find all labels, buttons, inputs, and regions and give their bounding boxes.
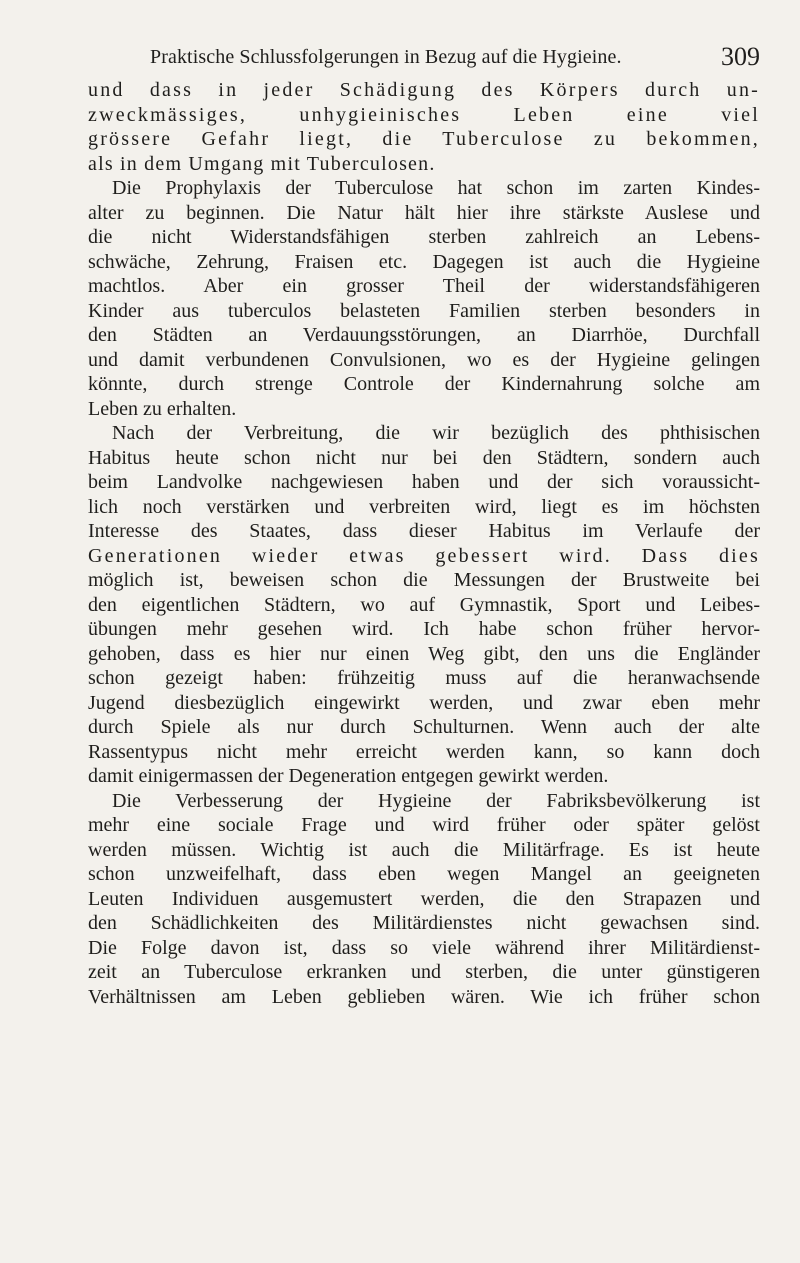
text-line: und damit verbundenen Convulsionen, wo es der Hygieine gelingen xyxy=(88,348,760,371)
text-line: und dass in jeder Schädigung des Körpers durch un- xyxy=(88,79,760,101)
text-line: schon unzweifelhaft, dass eben wegen Mangel an geeigneten xyxy=(88,863,760,885)
text-line: gehoben, dass es hier nur einen Weg gibt, den uns die Engländer xyxy=(88,642,760,665)
text-line: grössere Gefahr liegt, die Tuberculose zu bekommen, xyxy=(88,128,760,150)
text-line: Rassentypus nicht mehr erreicht werden kann, so kann doch xyxy=(88,740,760,763)
paragraph-2 xyxy=(88,176,760,421)
text-line: Kinder aus tuberculos belasteten Familien sterben besonders in xyxy=(88,299,760,322)
text-line: Verhältnissen am Leben geblieben wären. Wie ich früher schon xyxy=(88,985,760,1008)
text-line: Die Verbesserung der Hygieine der Fabriksbevölkerung ist xyxy=(112,789,760,812)
paragraph-3 xyxy=(88,421,760,789)
text-line: als in dem Umgang mit Tuberculosen. xyxy=(88,152,436,175)
page-number: 309 xyxy=(721,42,760,71)
text-line: Leuten Individuen ausgemustert werden, die den Strapazen und xyxy=(88,887,760,910)
text-line: möglich ist, beweisen schon die Messungen der Brustweite bei xyxy=(88,569,760,591)
paragraph-4 xyxy=(88,789,760,1010)
text-line: machtlos. Aber ein grosser Theil der widerstandsfähigeren xyxy=(88,275,760,297)
paragraph-1 xyxy=(88,78,760,176)
text-line: durch Spiele als nur durch Schulturnen. Wenn auch der alte xyxy=(88,716,760,738)
text-line: mehr eine sociale Frage und wird früher oder später gelöst xyxy=(88,814,760,836)
text-line: Interesse des Staates, dass dieser Habitus im Verlaufe der xyxy=(88,520,760,542)
text-line: Generationen wieder etwas gebessert wird. Dass dies xyxy=(88,544,760,567)
text-line: Leben zu erhalten. xyxy=(88,397,237,420)
text-line: könnte, durch strenge Controle der Kindernahrung solche am xyxy=(88,373,760,395)
text-line: Nach der Verbreitung, die wir bezüglich des phthisischen xyxy=(112,422,760,444)
text-line: Jugend diesbezüglich eingewirkt werden, und zwar eben mehr xyxy=(88,691,760,714)
running-title: Praktische Schlussfolgerungen in Bezug auf die Hygieine. xyxy=(150,46,622,68)
text-line: lich noch verstärken und verbreiten wird, liegt es im höchsten xyxy=(88,495,760,518)
text-line: schwäche, Zehrung, Fraisen etc. Dagegen ist auch die Hygieine xyxy=(88,250,760,273)
text-line: zeit an Tuberculose erkranken und sterben, die unter günstigeren xyxy=(88,961,760,983)
text-line: übungen mehr gesehen wird. Ich habe schon früher hervor- xyxy=(88,618,760,640)
text-line: die nicht Widerstandsfähigen sterben zahlreich an Lebens- xyxy=(88,226,760,248)
text-line: beim Landvolke nachgewiesen haben und der sich voraussicht- xyxy=(88,471,760,493)
text-line: den Schädlichkeiten des Militärdienstes nicht gewachsen sind. xyxy=(88,912,760,934)
text-line: Die Prophylaxis der Tuberculose hat schon im zarten Kindes- xyxy=(112,177,760,199)
body-text xyxy=(88,78,760,1009)
text-line: schon gezeigt haben: frühzeitig muss auf die heranwachsende xyxy=(88,667,760,689)
running-head xyxy=(88,42,760,76)
text-line: alter zu beginnen. Die Natur hält hier ihre stärkste Auslese und xyxy=(88,201,760,224)
text-line: den Städten an Verdauungsstörungen, an Diarrhöe, Durchfall xyxy=(88,324,760,346)
text-line: Die Folge davon ist, dass so viele während ihrer Militärdienst- xyxy=(88,936,760,959)
text-line: den eigentlichen Städtern, wo auf Gymnastik, Sport und Leibes- xyxy=(88,593,760,616)
text-line: damit einigermassen der Degeneration entgegen gewirkt werden. xyxy=(88,765,609,787)
text-line: zweckmässiges, unhygieinisches Leben eine viel xyxy=(88,103,760,126)
text-line: werden müssen. Wichtig ist auch die Militärfrage. Es ist heute xyxy=(88,838,760,861)
text-line: Habitus heute schon nicht nur bei den Städtern, sondern auch xyxy=(88,446,760,469)
